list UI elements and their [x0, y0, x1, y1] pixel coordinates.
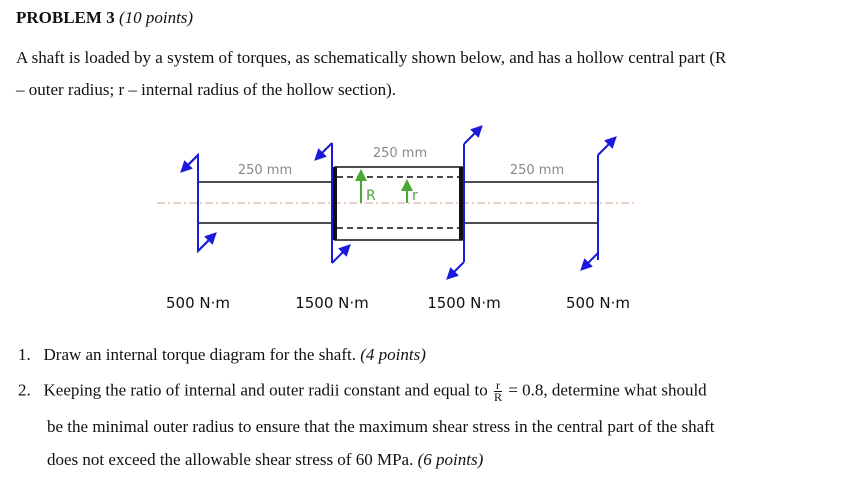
question-1: 1. Draw an internal torque diagram for the shaft. (4 points): [18, 345, 426, 364]
question-2-line-3: does not exceed the allowable shear stress of 60 MPa. (6 points): [47, 450, 484, 469]
length-label-left: 250 mm: [237, 163, 293, 178]
outer-radius-label: R: [366, 188, 376, 204]
question-2: 2. Keeping the ratio of internal and outer radii constant and equal to $\frac{r}{R}$ = 0.8, determine what should: [18, 378, 707, 404]
intro-line-1: A shaft is loaded by a system of torques, as schematically shown below, and has a hollow central part (R: [16, 48, 727, 67]
length-label-center: 250 mm: [372, 146, 428, 161]
length-label-right: 250 mm: [509, 163, 565, 178]
intro-line-2: – outer radius; r – internal radius of the hollow section).: [16, 80, 397, 99]
question-2-line-2: be the minimal outer radius to ensure that the maximum shear stress in the central part of the shaft: [47, 417, 715, 436]
torque-label-1: 500 N·m: [166, 294, 230, 312]
torque-label-2: 1500 N·m: [295, 294, 369, 312]
inner-radius-label: r: [412, 188, 418, 204]
torque-label-3: 1500 N·m: [427, 294, 501, 312]
ratio-fraction: $\frac{r}{R}$: [493, 378, 502, 404]
problem-title: PROBLEM 3 (10 points): [16, 8, 194, 27]
torque-label-4: 500 N·m: [566, 294, 630, 312]
